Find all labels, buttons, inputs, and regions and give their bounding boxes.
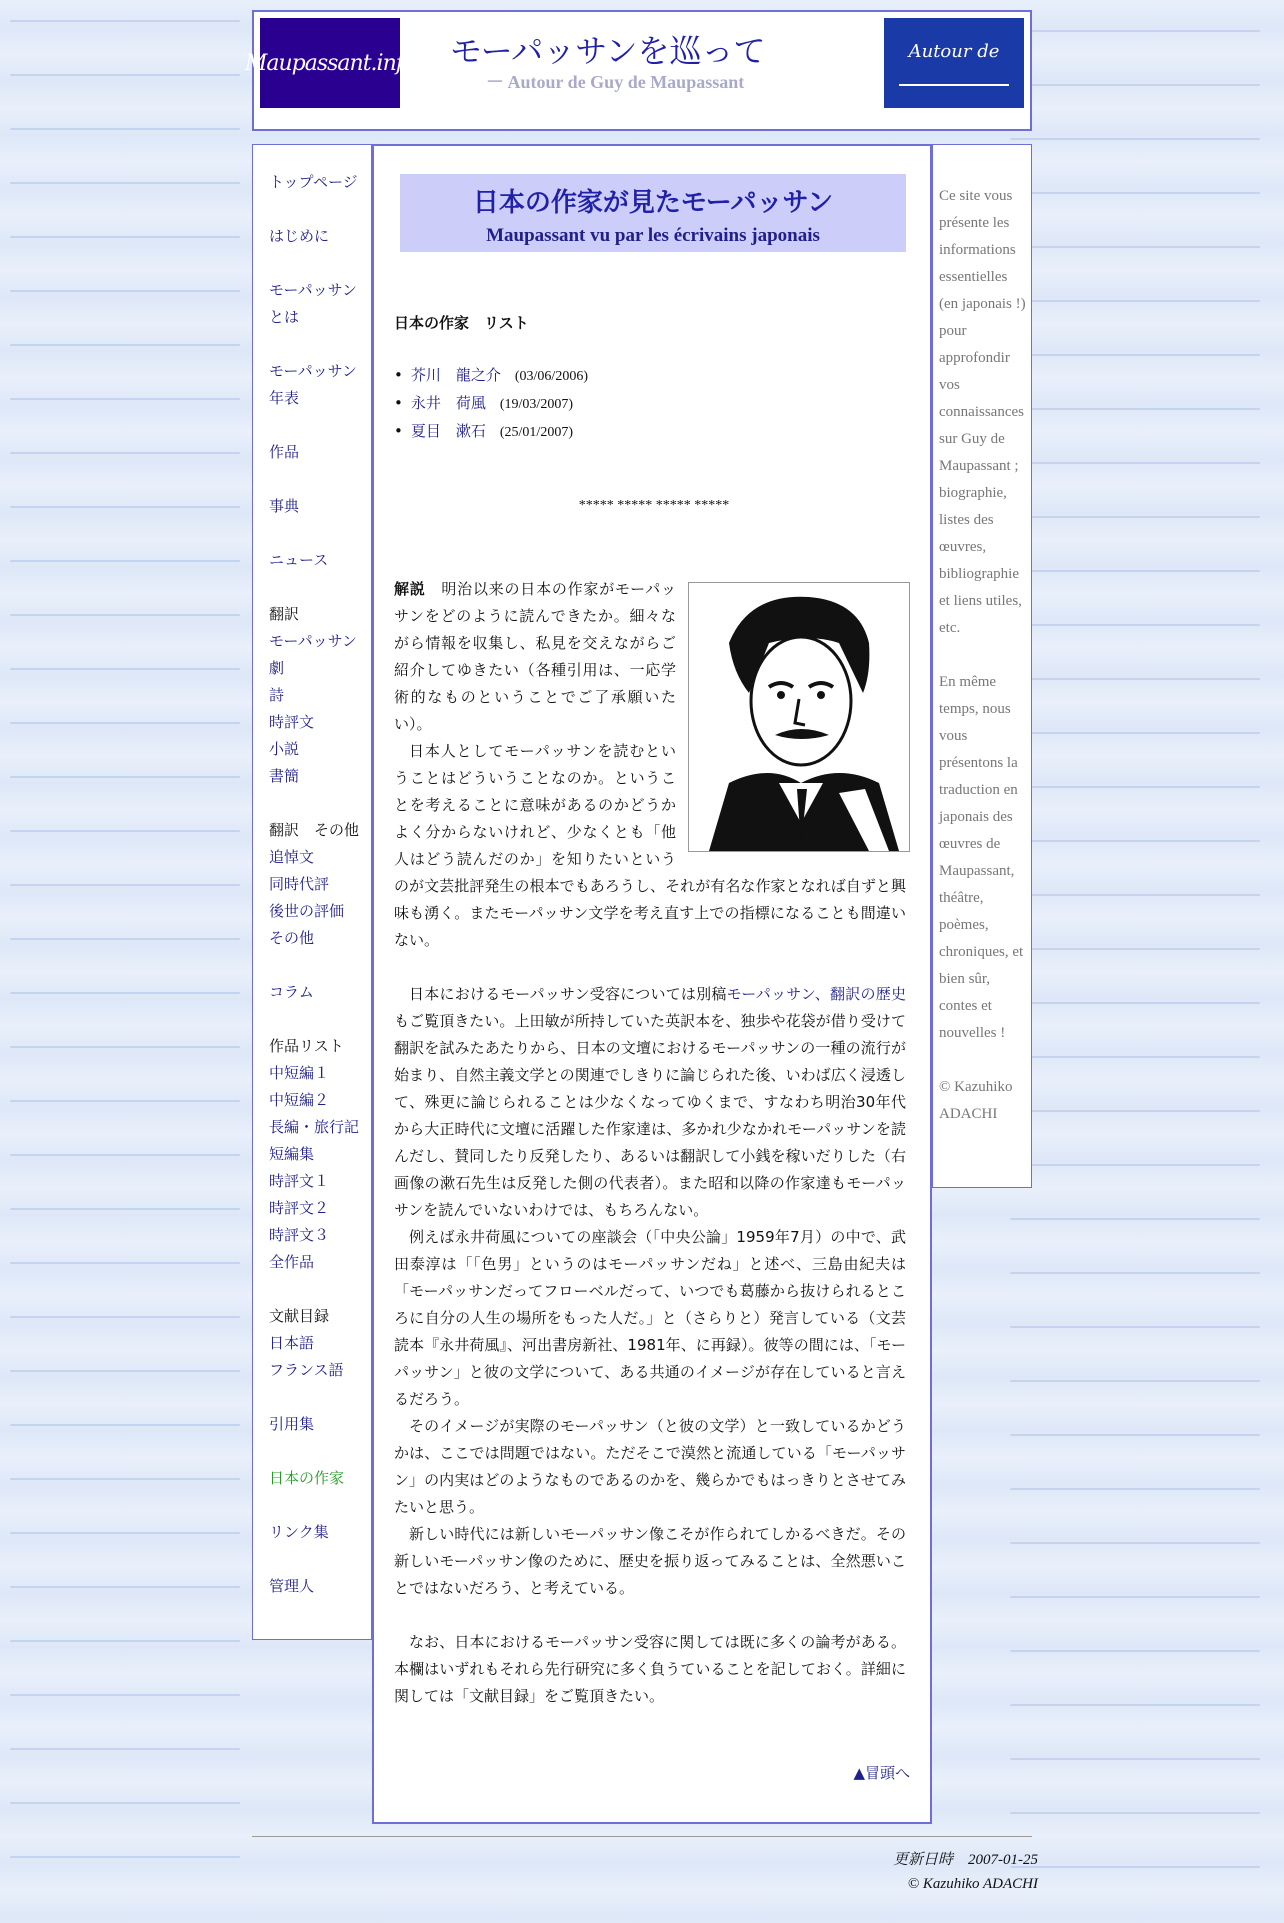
handwriting-stroke <box>10 236 240 238</box>
handwriting-stroke <box>10 776 240 778</box>
footer-copyright: © Kazuhiko ADACHI <box>907 1876 1038 1892</box>
writer-list <box>394 362 588 446</box>
handwriting-stroke <box>1010 1434 1260 1436</box>
handwriting-stroke <box>1010 624 1260 626</box>
nav-item[interactable]: リンク集 <box>269 1523 329 1541</box>
handwriting-stroke <box>10 398 240 400</box>
handwriting-stroke <box>1010 894 1260 896</box>
page-title-box <box>400 174 906 252</box>
nav-group-heading: 文献目録 <box>269 1307 330 1325</box>
handwriting-stroke <box>1010 246 1260 248</box>
back-to-top-link[interactable]: ▲冒頭へ <box>853 1764 910 1782</box>
sidebar-intro: Ce site vous présente les informations essentielles (en japonais !) pour approfondir vos connaissances sur Guy de Maupassant ; biographie, listes des œuvres, bibliographie et liens utiles, etc. <box>939 188 1026 636</box>
writer-link[interactable]: 永井 荷風 <box>410 394 486 412</box>
paragraph: 新しい時代には新しいモーパッサン像こそが作られてしかるべきだ。その新しいモーパッサン像のために、歴史を振り返ってみることは、全然悪いことではないだろう、と考えている。 <box>394 1525 906 1597</box>
writer-date: (03/06/2006) <box>514 369 588 384</box>
handwriting-stroke <box>1010 138 1260 140</box>
handwriting-stroke <box>10 1208 240 1210</box>
handwriting-stroke <box>10 830 240 832</box>
portrait-illustration-icon <box>689 583 909 851</box>
nav-item[interactable]: 詩 <box>269 686 285 704</box>
handwriting-stroke <box>1010 1326 1260 1328</box>
nav-item[interactable]: その他 <box>269 929 315 947</box>
nav-item[interactable]: ニュース <box>269 551 329 569</box>
nav-item[interactable]: モーパッサンとは <box>269 281 357 326</box>
handwriting-stroke <box>10 20 240 22</box>
nav-group <box>269 1465 371 1492</box>
nav-group-heading: 作品リスト <box>269 1037 344 1055</box>
nav-group <box>269 1573 371 1600</box>
handwriting-stroke <box>10 1532 240 1534</box>
footer-divider <box>252 1836 1032 1837</box>
nav-group <box>269 1303 371 1384</box>
handwriting-stroke <box>10 1316 240 1318</box>
separator-stars: ***** ***** ***** ***** <box>578 498 730 513</box>
handwriting-stroke <box>1010 192 1260 194</box>
handwriting-stroke <box>1010 1866 1260 1868</box>
handwriting-stroke <box>1010 1542 1260 1544</box>
nav-group <box>269 169 371 196</box>
writer-date: (19/03/2007) <box>499 397 573 412</box>
nav-group <box>269 277 371 331</box>
nav-item[interactable]: フランス語 <box>269 1361 344 1379</box>
handwriting-stroke <box>1010 408 1260 410</box>
writer-link[interactable]: 夏目 漱石 <box>410 422 486 440</box>
handwriting-stroke <box>1010 786 1260 788</box>
handwriting-stroke <box>10 938 240 940</box>
nav-item[interactable]: 中短編２ <box>269 1091 330 1109</box>
autour-logo-text: Autour de <box>908 40 1000 62</box>
site-title: モーパッサンを巡って <box>450 32 766 70</box>
nav-item[interactable]: 事典 <box>269 497 300 515</box>
handwriting-stroke <box>1010 678 1260 680</box>
page-title: 日本の作家が見たモーパッサン <box>472 188 834 218</box>
handwriting-stroke <box>1010 1596 1260 1598</box>
nav-group <box>269 358 371 412</box>
writer-list-item <box>394 418 588 446</box>
nav-group <box>269 223 371 250</box>
nav-item: 日本の作家 <box>269 1469 345 1487</box>
handwriting-stroke <box>1010 1650 1260 1652</box>
nav-group <box>269 493 371 520</box>
nav-item[interactable]: 作品 <box>269 443 300 461</box>
handwriting-stroke <box>10 1478 240 1480</box>
nav-group-heading: 翻訳 <box>269 605 300 623</box>
nav-item[interactable]: コラム <box>269 983 314 1001</box>
handwriting-stroke <box>10 884 240 886</box>
handwriting-stroke <box>10 560 240 562</box>
handwriting-stroke <box>10 614 240 616</box>
nav-group <box>269 439 371 466</box>
nav-item[interactable]: 時評文 <box>269 713 315 731</box>
handwriting-stroke <box>10 290 240 292</box>
nav-item[interactable]: 書簡 <box>269 767 300 785</box>
paragraph: 日本人としてモーパッサンを読むということはどういうことなのか。ということを考えることに意味があるのかどうかよく分からないけれど、少なくとも「他人はどう読んだのか」を知りたいというのが文芸批評発生の根本でもあろうし、それが有名な作家となれば自ずと興味も湧く。またモーパッサン文学を考え直す上での指標になることも間違いない。 <box>394 742 906 949</box>
handwriting-stroke <box>1010 570 1260 572</box>
nav-item[interactable]: トップページ <box>269 173 358 191</box>
handwriting-stroke <box>1010 462 1260 464</box>
handwriting-stroke <box>10 74 240 76</box>
handwriting-stroke <box>1010 1704 1260 1706</box>
handwriting-stroke <box>10 722 240 724</box>
handwriting-stroke <box>10 506 240 508</box>
handwriting-stroke <box>10 1856 240 1858</box>
nav-item[interactable]: 日本語 <box>269 1334 315 1352</box>
nav-item[interactable]: モーパッサン劇 <box>269 632 357 677</box>
last-updated: 更新日時 2007-01-25 <box>893 1852 1038 1868</box>
nav-item[interactable]: 同時代評 <box>269 875 330 893</box>
nav-item[interactable]: 時評文２ <box>269 1199 330 1217</box>
writer-list-heading: 日本の作家 リスト <box>394 314 529 332</box>
handwriting-stroke <box>10 128 240 130</box>
handwriting-stroke <box>1010 84 1260 86</box>
handwriting-stroke <box>1010 1812 1260 1814</box>
nav-group <box>269 817 371 952</box>
handwriting-stroke <box>10 992 240 994</box>
nav-item[interactable]: 長編・旅行記 <box>269 1118 360 1136</box>
handwriting-stroke <box>10 1100 240 1102</box>
autour-logo[interactable] <box>884 18 1024 108</box>
handwriting-stroke <box>1010 30 1260 32</box>
nav-group <box>269 1519 371 1546</box>
handwriting-stroke <box>1010 1272 1260 1274</box>
handwriting-stroke <box>1010 948 1260 950</box>
handwriting-stroke <box>10 1586 240 1588</box>
translation-history-link[interactable]: モーパッサン、翻訳の歴史 <box>726 985 907 1003</box>
main-content <box>372 144 932 1824</box>
nav-item[interactable]: 時評文１ <box>269 1172 330 1190</box>
handwriting-stroke <box>1010 1758 1260 1760</box>
handwriting-stroke <box>10 1694 240 1696</box>
paragraph: 例えば永井荷風についての座談会（「中央公論」1959年7月）の中で、武田泰淳は「「色男」というのはモーパッサンだね」と述べ、三島由紀夫は「モーパッサンだってフローベルだって、いつでも葛藤から抜けられるところに自分の人生の場所をもった人だ。」と（さらりと）発言している（文芸読本『永井荷風』、河出書房新社、1981年、に再録）。彼等の間には、「モーパッサン」と彼の文学について、ある共通のイメージが存在していると言えるだろう。 <box>394 1228 906 1408</box>
handwriting-stroke <box>10 1370 240 1372</box>
handwriting-stroke <box>1010 516 1260 518</box>
page-subtitle: Maupassant vu par les écrivains japonais <box>486 225 820 246</box>
handwriting-stroke <box>1010 1164 1260 1166</box>
soseki-portrait <box>688 582 910 852</box>
site-header <box>244 10 1032 131</box>
handwriting-stroke <box>1010 1488 1260 1490</box>
handwriting-stroke <box>10 1748 240 1750</box>
handwriting-stroke <box>10 1802 240 1804</box>
handwriting-stroke <box>10 344 240 346</box>
nav-item[interactable]: はじめに <box>269 227 330 245</box>
handwriting-stroke <box>10 1640 240 1642</box>
writer-list-item <box>394 390 588 418</box>
handwriting-stroke <box>1010 1110 1260 1112</box>
handwriting-stroke <box>10 182 240 184</box>
nav-item[interactable]: 小説 <box>269 740 300 758</box>
nav-group <box>269 601 371 790</box>
nav-item[interactable]: 全作品 <box>269 1253 315 1271</box>
nav-item[interactable]: モーパッサン年表 <box>269 362 357 407</box>
nav-group <box>269 1033 371 1276</box>
handwriting-stroke <box>10 1046 240 1048</box>
handwriting-stroke <box>1010 354 1260 356</box>
site-logo[interactable] <box>244 18 416 108</box>
nav-item[interactable]: 引用集 <box>269 1415 315 1433</box>
writer-link[interactable]: 芥川 龍之介 <box>410 366 501 384</box>
nav-group <box>269 1411 371 1438</box>
handwriting-stroke <box>1010 1218 1260 1220</box>
site-subtitle: － Autour de Guy de Maupassant <box>486 72 745 92</box>
nav-item[interactable]: 時評文３ <box>269 1226 330 1244</box>
handwriting-stroke <box>10 668 240 670</box>
left-navigation <box>252 144 372 1640</box>
handwriting-stroke <box>1010 1056 1260 1058</box>
handwriting-stroke <box>10 1262 240 1264</box>
handwriting-stroke <box>10 452 240 454</box>
sidebar-copyright: © Kazuhiko ADACHI <box>939 1079 1013 1122</box>
nav-group <box>269 979 371 1006</box>
nav-group-heading: 翻訳 その他 <box>269 821 360 839</box>
right-sidebar <box>932 144 1032 1188</box>
nav-item[interactable]: 後世の評価 <box>269 902 345 920</box>
lead-label: 解説 <box>394 580 426 598</box>
nav-item[interactable]: 管理人 <box>269 1577 315 1595</box>
signature-icon <box>899 66 1009 86</box>
paragraph-intro-text: 明治以来の日本の作家がモーパッサンをどのように読んできたか。細々ながら情報を収集し、私見を交えながらご紹介してゆきたい（各種引用は、一応学術的なものということでご了承願いたい）。 <box>394 580 676 733</box>
sidebar-translation: En même temps, nous vous présentons la traduction en japonais des œuvres de Maupassant, théâtre, poèmes, chroniques, et bien sûr, contes et nouvelles ! <box>939 674 1024 1041</box>
paragraph: そのイメージが実際のモーパッサン（と彼の文学）と一致しているかどうかは、ここでは問題ではない。ただそこで漠然と流通している「モーパッサン」の内実はどのようなものであるのかを、幾らかでもはっきりとさせてみたいと思う。 <box>394 1417 906 1516</box>
paragraph: なお、日本におけるモーパッサン受容に関しては既に多くの論考がある。本欄はいずれもそれら先行研究に多く負うていることを記しておく。詳細に関しては「文献目録」をご覧頂きたい。 <box>394 1633 906 1705</box>
writer-list-item <box>394 362 588 390</box>
nav-group <box>269 547 371 574</box>
nav-item[interactable]: 短編集 <box>269 1145 315 1163</box>
handwriting-stroke <box>1010 732 1260 734</box>
writer-date: (25/01/2007) <box>499 425 573 440</box>
nav-item[interactable]: 追悼文 <box>269 848 315 866</box>
paragraph-reception: 日本におけるモーパッサン受容については別稿モーパッサン、翻訳の歴史もご覧頂きたい。上田敏が所持していた英訳本を、独歩や花袋が借り受けて翻訳を試みたあたりから、日本の文壇におけるモーパッサンの一種の流行が始まり、自然主義文学との関連でしきりに論じられた後、いわば広く浸透して、殊更に論じられることは少なくなってゆくまで、すなわち明治30年代から大正時代に文壇に活躍した作家達は、多かれ少なかれモーパッサンを読んだし、賛同したり反発したり、あるいは翻訳して小銭を稼いだりした（右画像の漱石先生は反発した側の代表者）。また昭和以降の作家達もモーパッサンを読んでいないわけでは、もちろんない。 <box>394 985 907 1219</box>
nav-item[interactable]: 中短編１ <box>269 1064 330 1082</box>
handwriting-stroke <box>1010 840 1260 842</box>
handwriting-stroke <box>10 1154 240 1156</box>
logo-text: Maupassant.info <box>244 50 416 76</box>
handwriting-stroke <box>1010 1380 1260 1382</box>
handwriting-stroke <box>1010 300 1260 302</box>
handwriting-stroke <box>1010 1002 1260 1004</box>
handwriting-stroke <box>10 1424 240 1426</box>
